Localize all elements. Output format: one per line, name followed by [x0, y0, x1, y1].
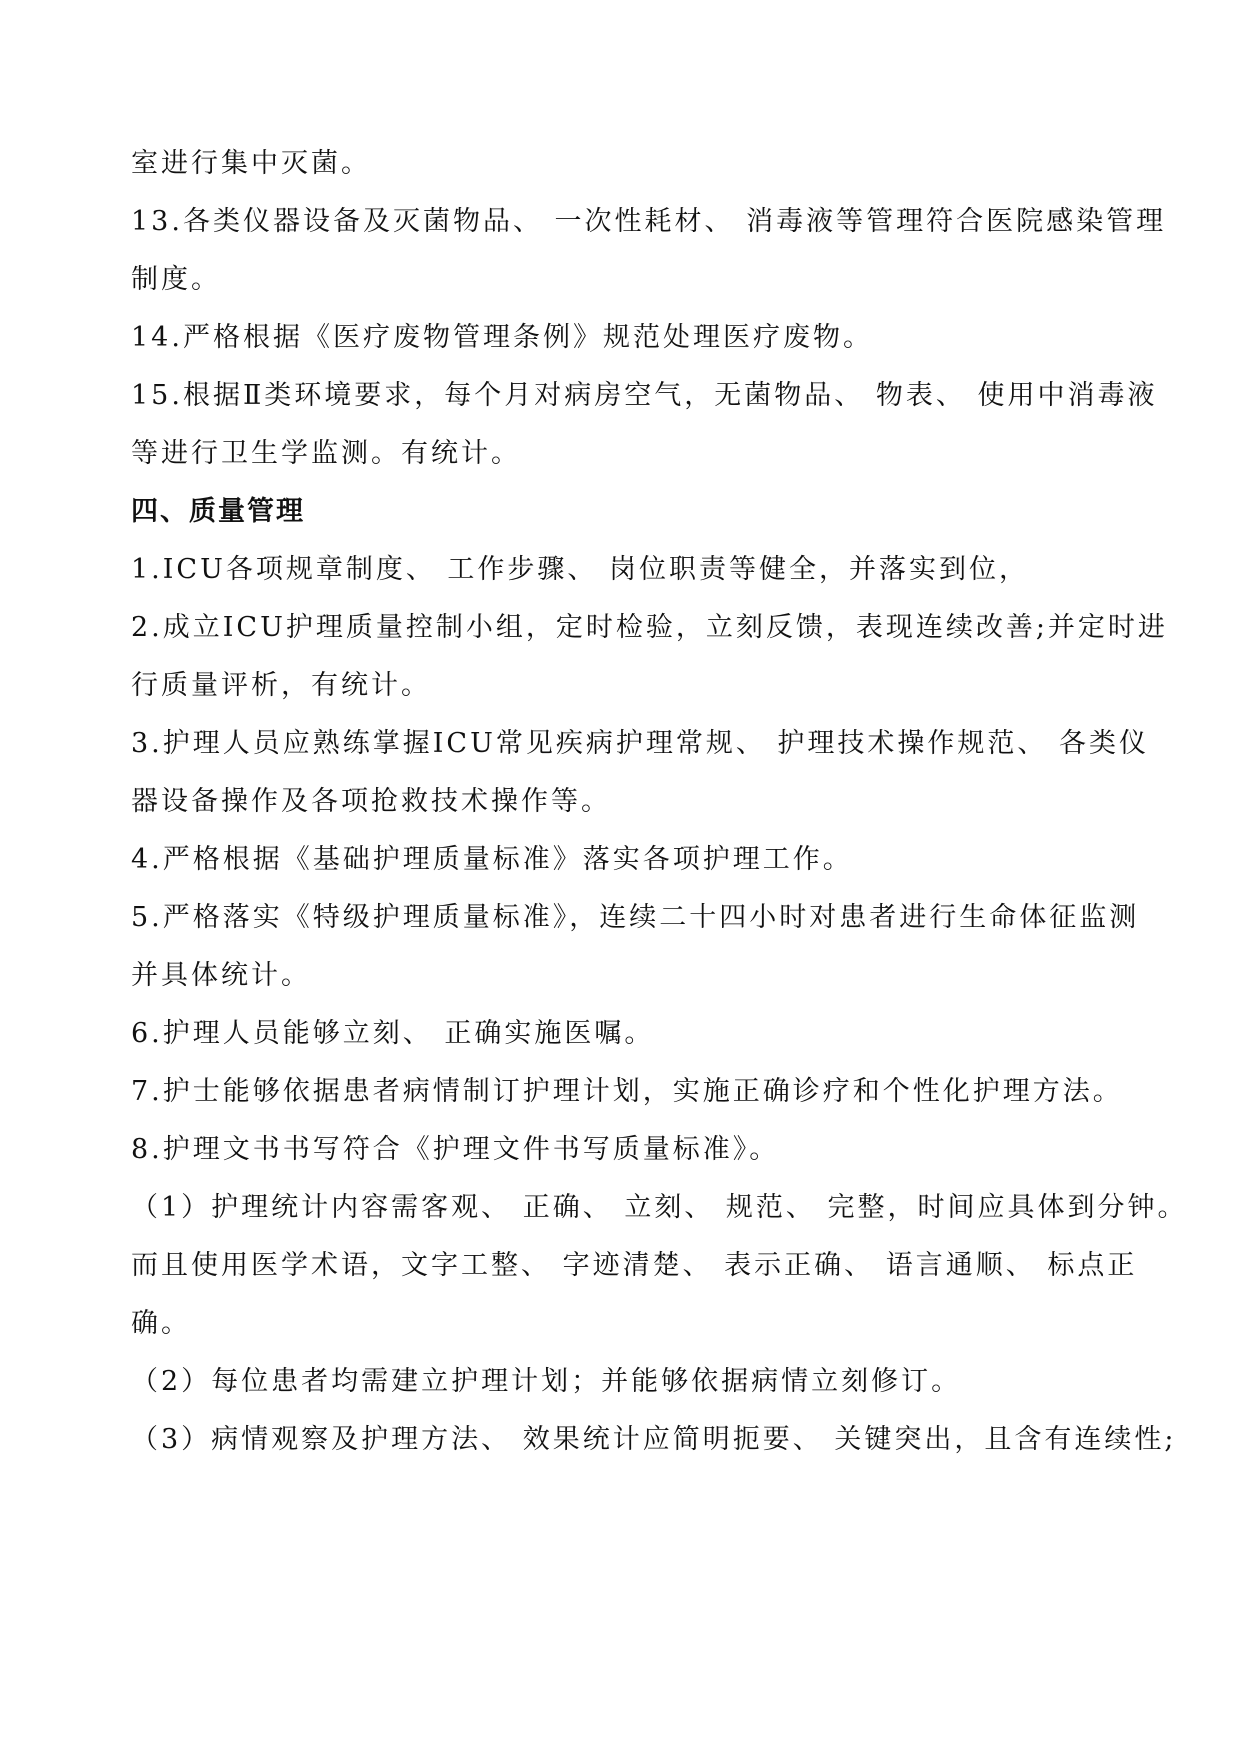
text-line: 制度。 [131, 264, 221, 295]
text-line: 13.各类仪器设备及灭菌物品、 一次性耗材、 消毒液等管理符合医院感染管理 [131, 206, 1167, 237]
text-line: 7.护士能够依据患者病情制订护理计划，实施正确诊疗和个性化护理方法。 [131, 1076, 1123, 1107]
text-line: 5.严格落实《特级护理质量标准》，连续二十四小时对患者进行生命体征监测 [131, 902, 1140, 933]
text-line: （3）病情观察及护理方法、 效果统计应简明扼要、 关键突出，且含有连续性; [131, 1424, 1177, 1455]
text-line: 室进行集中灭菌。 [131, 148, 371, 179]
text-line: 并具体统计。 [131, 960, 311, 991]
text-line: 15.根据Ⅱ类环境要求，每个月对病房空气，无菌物品、 物表、 使用中消毒液 [131, 380, 1158, 411]
text-line: 而且使用医学术语，文字工整、 字迹清楚、 表示正确、 语言通顺、 标点正 [131, 1250, 1138, 1281]
text-line: 14.严格根据《医疗废物管理条例》规范处理医疗废物。 [131, 322, 873, 353]
text-line: 确。 [131, 1308, 191, 1339]
text-line: 8.护理文书书写符合《护理文件书写质量标准》。 [131, 1134, 780, 1165]
section-heading: 四、质量管理 [131, 496, 305, 527]
text-line: 2.成立ICU护理质量控制小组，定时检验，立刻反馈，表现连续改善;并定时进 [131, 612, 1168, 643]
text-line: （2）每位患者均需建立护理计划；并能够依据病情立刻修订。 [131, 1366, 962, 1397]
text-line: 器设备操作及各项抢救技术操作等。 [131, 786, 611, 817]
text-line: 等进行卫生学监测。有统计。 [131, 438, 521, 469]
text-line: 行质量评析，有统计。 [131, 670, 431, 701]
text-line: 4.严格根据《基础护理质量标准》落实各项护理工作。 [131, 844, 853, 875]
text-line: 3.护理人员应熟练掌握ICU常见疾病护理常规、 护理技术操作规范、 各类仪 [131, 728, 1150, 759]
text-line: 6.护理人员能够立刻、 正确实施医嘱。 [131, 1018, 655, 1049]
text-line: （1）护理统计内容需客观、 正确、 立刻、 规范、 完整，时间应具体到分钟。 [131, 1192, 1188, 1223]
text-line: 1.ICU各项规章制度、 工作步骤、 岗位职责等健全，并落实到位， [131, 554, 1030, 585]
